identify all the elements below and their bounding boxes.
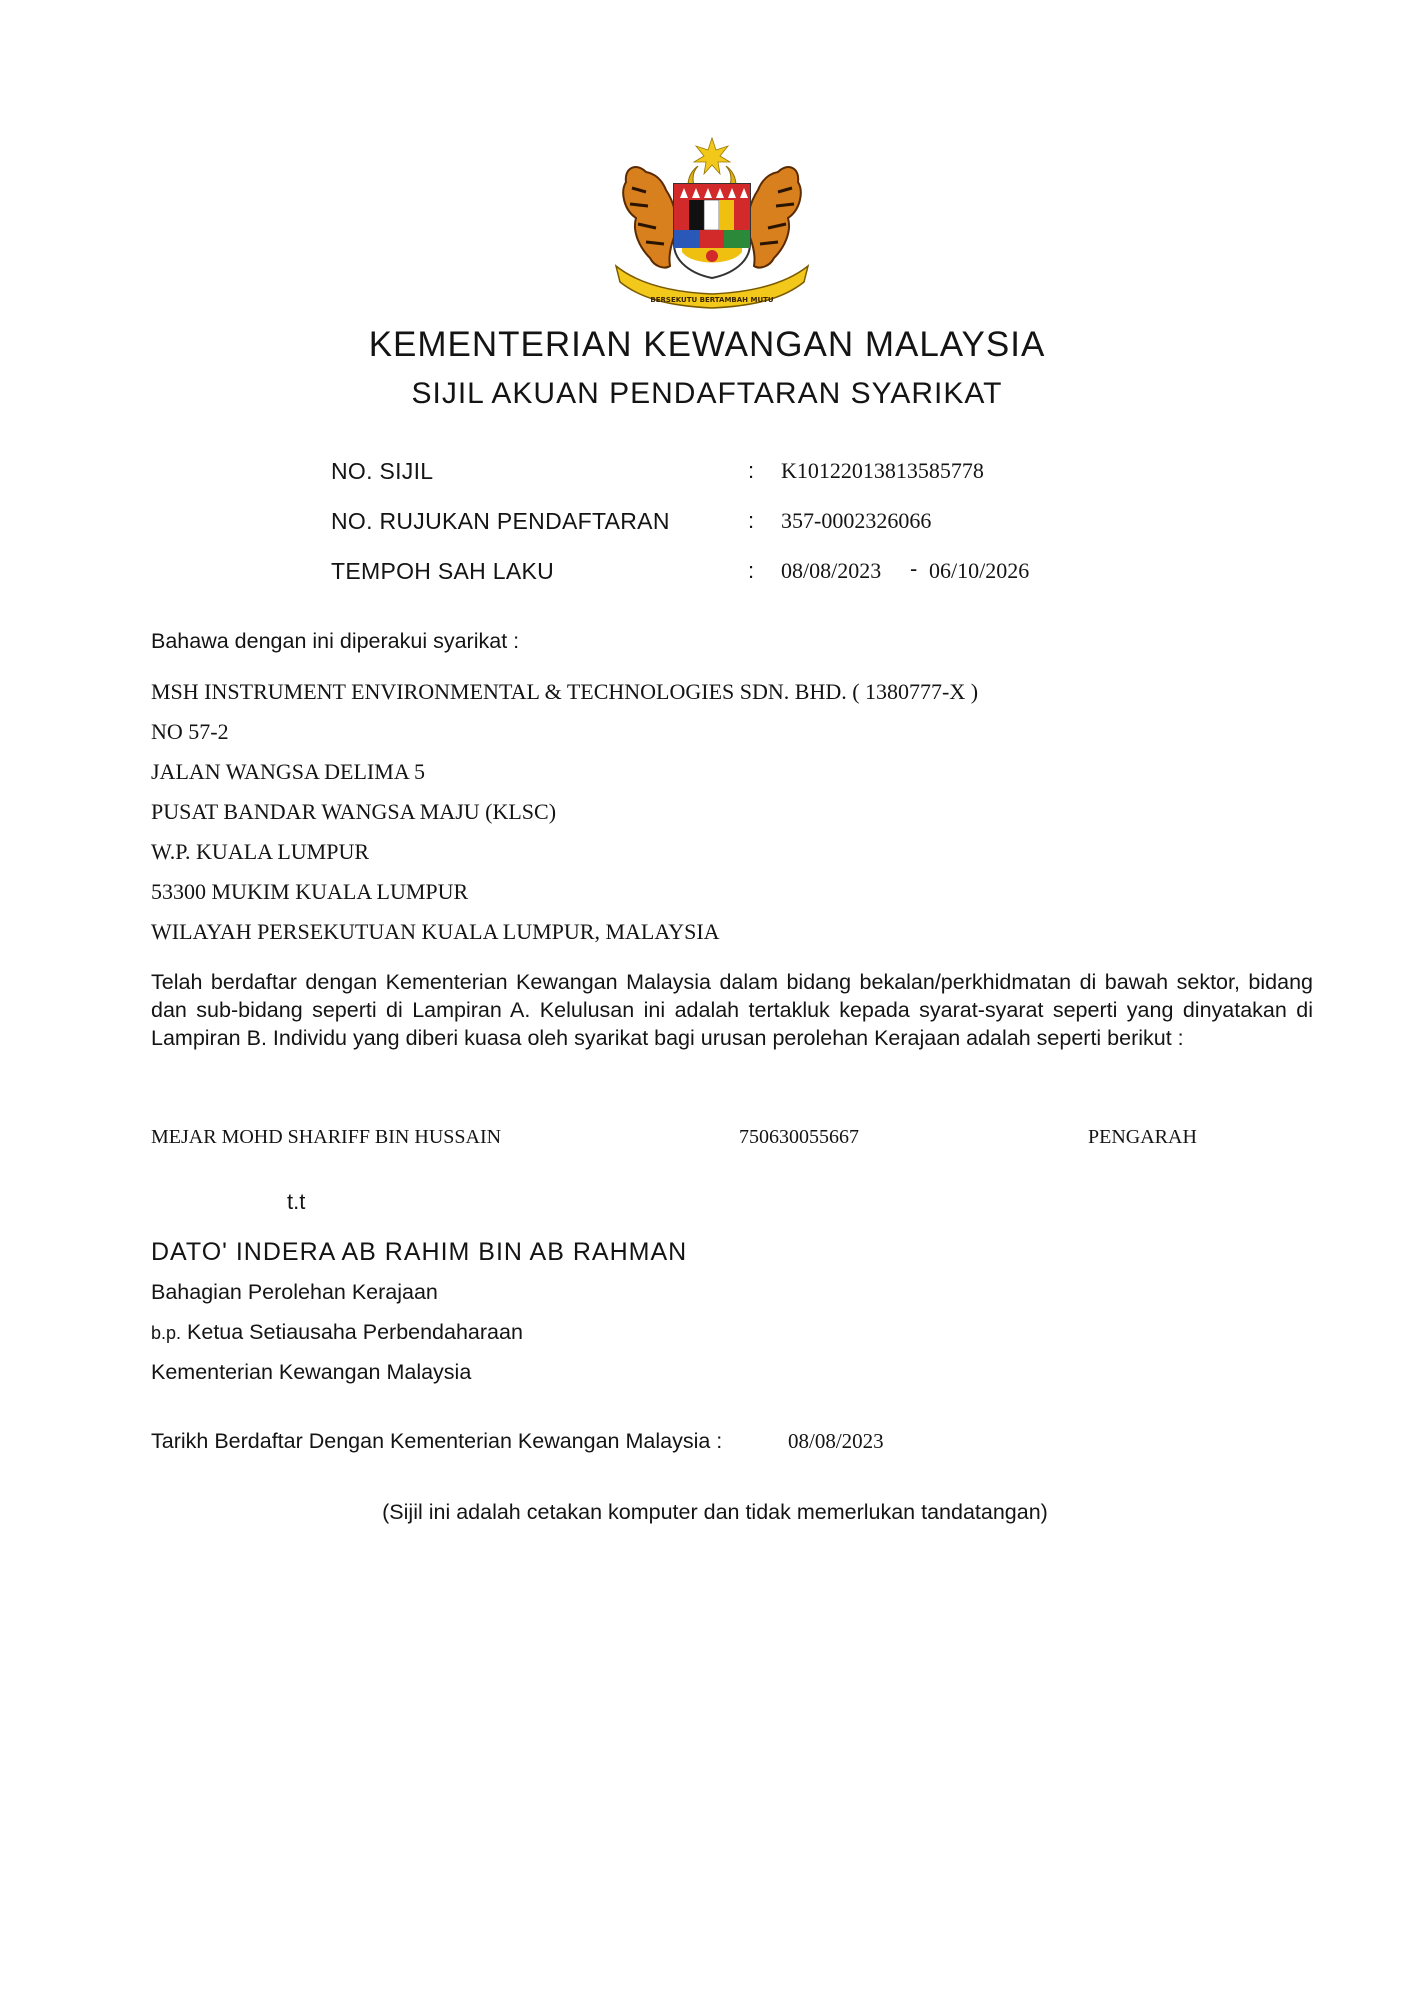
ministry-title: KEMENTERIAN KEWANGAN MALAYSIA: [368, 325, 1046, 364]
bp-prefix: b.p.: [151, 1323, 182, 1343]
malaysia-coat-of-arms-icon: [606, 132, 818, 310]
cert-no-value: K10122013813585778: [781, 458, 984, 483]
registration-statement: Telah berdaftar dengan Kementerian Kewangan Malaysia dalam bidang bekalan/perkhidmatan di bawah sektor, bidang dan sub-bidang seperti di Lampiran A. Kelulusan ini adalah tertakluk kepada syarat-syarat seperti yang dinyatakan di Lampiran B. Individu yang diberi kuasa oleh syarikat bagi urusan perolehan Kerajaan adalah seperti berikut :: [151, 970, 1313, 1050]
crest-motto: BERSEKUTU BERTAMBAH MUTU: [650, 296, 774, 304]
cert-no-label: NO. SIJIL: [331, 458, 434, 484]
validity-label: TEMPOH SAH LAKU: [331, 558, 555, 584]
cert-no-colon: :: [748, 458, 755, 483]
signatory-bp-line: [151, 1320, 523, 1345]
address-line: JALAN WANGSA DELIMA 5: [151, 759, 425, 784]
address-line: PUSAT BANDAR WANGSA MAJU (KLSC): [151, 799, 557, 824]
computer-print-note: (Sijil ini adalah cetakan komputer dan tidak memerlukan tandatangan): [382, 1500, 1048, 1524]
signatory-ministry: Kementerian Kewangan Malaysia: [151, 1360, 472, 1384]
authorized-person-name: MEJAR MOHD SHARIFF BIN HUSSAIN: [151, 1126, 502, 1148]
bp-title: Ketua Setiausaha Perbendaharaan: [187, 1320, 523, 1344]
intro-text: Bahawa dengan ini diperakui syarikat :: [151, 629, 520, 653]
registration-date: 08/08/2023: [788, 1429, 884, 1453]
company-name: MSH INSTRUMENT ENVIRONMENTAL & TECHNOLOGIES SDN. BHD. ( 1380777-X ): [151, 679, 979, 704]
authorized-person-position: PENGARAH: [1088, 1126, 1197, 1148]
signatory-division: Bahagian Perolehan Kerajaan: [151, 1280, 438, 1304]
registration-date-label: Tarikh Berdaftar Dengan Kementerian Kewangan Malaysia :: [151, 1429, 723, 1453]
ref-no-label: NO. RUJUKAN PENDAFTARAN: [331, 508, 670, 534]
address-line: WILAYAH PERSEKUTUAN KUALA LUMPUR, MALAYSIA: [151, 919, 720, 944]
authorized-person-id: 750630055667: [739, 1126, 859, 1148]
validity-colon: :: [748, 558, 755, 583]
ref-no-value: 357-0002326066: [781, 508, 932, 533]
address-line: 53300 MUKIM KUALA LUMPUR: [151, 879, 469, 904]
validity-separator: -: [910, 556, 918, 581]
validity-from: 08/08/2023: [781, 558, 882, 583]
address-line: W.P. KUALA LUMPUR: [151, 839, 370, 864]
address-line: NO 57-2: [151, 719, 229, 744]
ref-no-colon: :: [748, 508, 755, 533]
signatory-name: DATO' INDERA AB RAHIM BIN AB RAHMAN: [151, 1238, 688, 1266]
validity-to: 06/10/2026: [929, 558, 1030, 583]
tt-mark: t.t: [287, 1189, 306, 1214]
certificate-title: SIJIL AKUAN PENDAFTARAN SYARIKAT: [411, 377, 1003, 410]
